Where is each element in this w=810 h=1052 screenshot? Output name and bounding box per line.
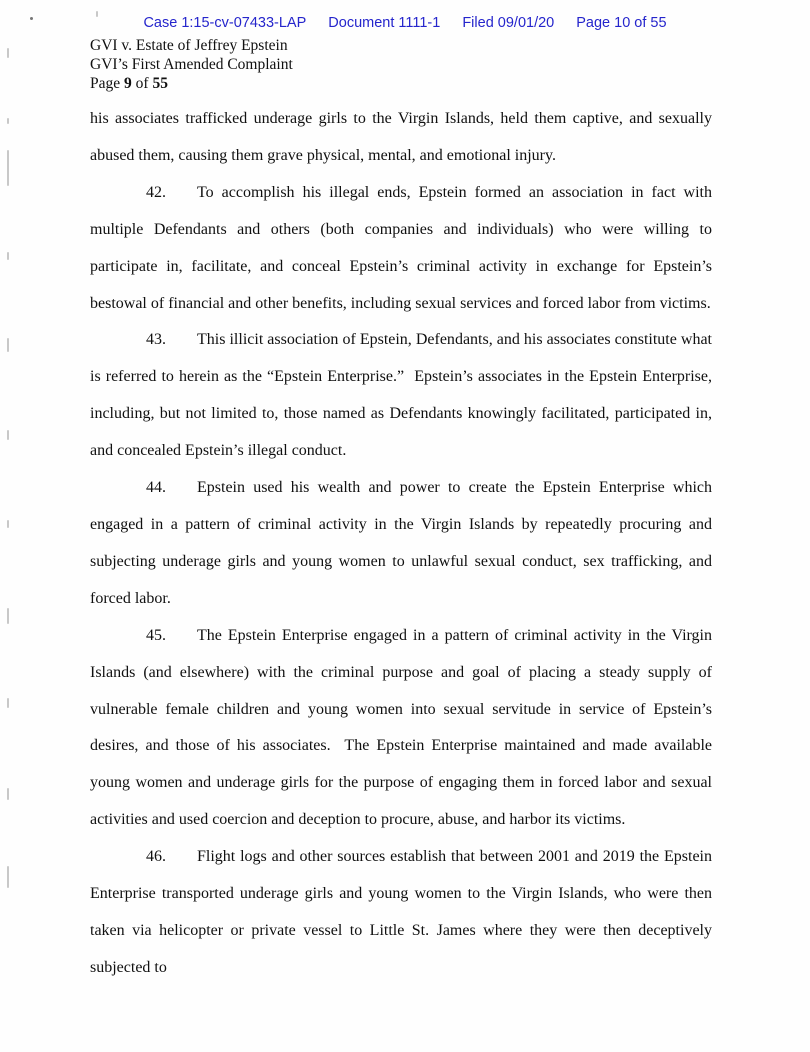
caption-document-title: GVI’s First Amended Complaint	[90, 56, 293, 73]
stamp-filed-date: Filed 09/01/20	[462, 15, 555, 31]
numbered-paragraph-42	[90, 175, 712, 323]
scan-mark	[7, 48, 9, 58]
caption-page-of: of	[131, 75, 153, 92]
scan-mark	[7, 338, 9, 352]
paragraph-number: 46.	[146, 848, 166, 866]
scan-mark	[7, 866, 9, 888]
caption-page-number: 9	[124, 75, 132, 92]
numbered-paragraph-44	[90, 470, 712, 618]
scan-mark	[7, 698, 9, 708]
stamp-document-number: Document 1111-1	[328, 15, 441, 31]
scan-mark	[7, 608, 9, 624]
caption-page-prefix: Page	[90, 75, 125, 92]
scan-mark	[7, 150, 9, 186]
paragraph-text: Flight logs and other sources establish that between 2001 and 2019 the Epstein Enterprise transported underage girls and young women to the Virgin Islands, who were then taken via helicopter or private vessel to Little St. James where they were then deceptively subjected to	[90, 848, 712, 976]
scan-speck	[96, 11, 98, 17]
numbered-paragraph-46	[90, 839, 712, 987]
stamp-page-number: Page 10 of 55	[576, 15, 667, 31]
paragraph-number: 44.	[146, 479, 166, 497]
scan-speck	[30, 17, 33, 20]
document-body	[90, 101, 712, 987]
paragraph-text: This illicit association of Epstein, Defendants, and his associates constitute what is referred to herein as the “Epstein Enterprise.” Epstein’s associates in the Epstein Enterprise, including, but not limited to, those named as Defendants knowingly facilitated, participated in, and concealed Epstein’s illegal conduct.	[90, 331, 712, 460]
paragraph-text: The Epstein Enterprise engaged in a pattern of criminal activity in the Virgin Islands (and elsewhere) with the criminal purpose and goal of placing a steady supply of vulnerable female children and young women into sexual servitude in service of Epstein’s desires, and those of his associates. The Epstein Enterprise maintained and made available young women and underage girls for the purpose of engaging them in forced labor and sexual activities and used coercion and deception to procure, abuse, and harbor its victims.	[90, 626, 712, 829]
case-caption	[90, 36, 293, 93]
paragraph-text: To accomplish his illegal ends, Epstein formed an association in fact with multiple Defendants and others (both companies and individuals) who were willing to participate in, facilitate, and conceal Epstein’s criminal activity in exchange for Epstein’s bestowal of financial and other benefits, including sexual services and forced labor from victims.	[90, 183, 712, 312]
paragraph-number: 43.	[146, 331, 166, 349]
scan-mark	[7, 252, 9, 260]
scan-mark	[7, 788, 9, 800]
paragraph-number: 45.	[146, 626, 166, 644]
scan-mark	[7, 520, 9, 528]
ecf-filing-stamp	[0, 15, 810, 31]
caption-page-total: 55	[152, 75, 168, 92]
numbered-paragraph-45	[90, 618, 712, 839]
scan-mark	[7, 118, 9, 124]
paragraph-text: Epstein used his wealth and power to create the Epstein Enterprise which engaged in a pattern of criminal activity in the Virgin Islands by repeatedly procuring and subjecting underage girls and young women to unlawful sexual conduct, sex trafficking, and forced labor.	[90, 479, 712, 607]
stamp-case-number: Case 1:15-cv-07433-LAP	[143, 15, 307, 31]
scan-mark	[7, 430, 9, 440]
paragraph-continuation: his associates trafficked underage girls to the Virgin Islands, held them captive, and sexually abused them, causing them grave physical, mental, and emotional injury.	[90, 110, 712, 164]
numbered-paragraph-43	[90, 322, 712, 470]
caption-page-line	[90, 74, 293, 93]
caption-case-name: GVI v. Estate of Jeffrey Epstein	[90, 37, 288, 54]
paragraph-number: 42.	[146, 183, 166, 201]
